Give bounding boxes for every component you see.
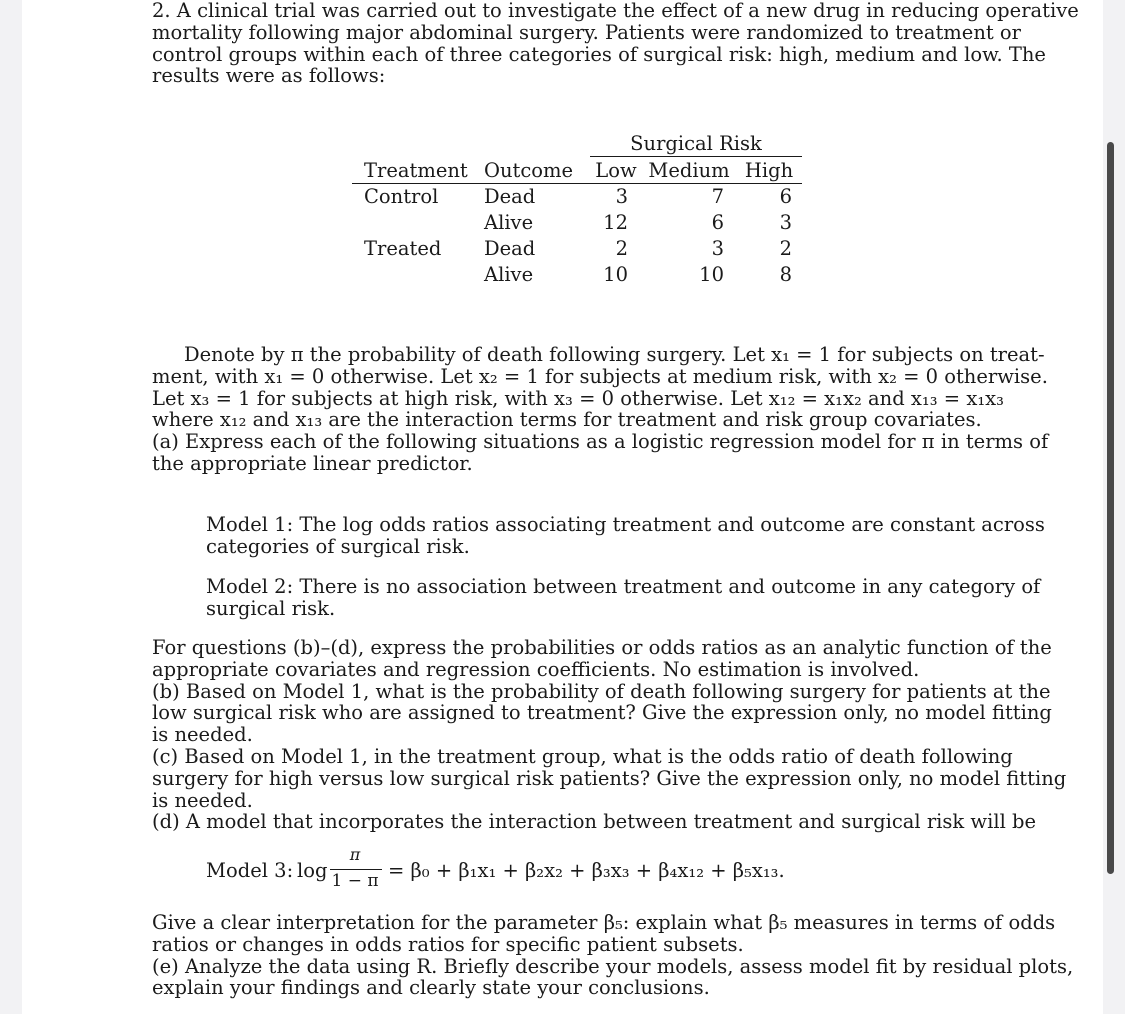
cell-medium: 6 (711, 211, 724, 234)
question-e-line: (e) Analyze the data using R. Briefly describe your models, assess model fit by residual plots, (152, 954, 1074, 978)
definitions-line: (a) Express each of the following situations as a logistic regression model for π in terms of (152, 430, 1049, 454)
cell-outcome: Alive (484, 211, 534, 234)
question-b-line: low surgical risk who are assigned to treatment? Give the expression only, no model fitting (152, 701, 1052, 725)
question-b-line: (b) Based on Model 1, what is the probability of death following surgery for patients at the (152, 679, 1051, 703)
cell-low: 12 (603, 211, 628, 234)
question-e-line: explain your findings and clearly state your conclusions. (152, 976, 710, 1000)
cell-high: 2 (779, 237, 792, 260)
cell-high: 6 (779, 185, 792, 208)
cell-outcome: Dead (484, 185, 536, 208)
model-2-line: surgical risk. (206, 596, 336, 620)
linear-predictor: = β₀ + β₁x₁ + β₂x₂ + β₃x₃ + β₄x₁₂ + β₅x₁₃. (388, 859, 785, 882)
model-2-line: Model 2: There is no association between treatment and outcome in any category of (206, 575, 1041, 598)
question-c-line: surgery for high versus low surgical risk patients? Give the expression only, no model fitting (152, 766, 1067, 790)
log-operator: log (297, 859, 328, 882)
definitions-line: where x₁₂ and x₁₃ are the interaction terms for treatment and risk group covariates. (152, 408, 982, 432)
intro-paragraph (152, 0, 1079, 88)
fraction-numerator: π (349, 845, 361, 864)
fraction-denominator: 1 − π (331, 871, 379, 891)
definitions-line: Denote by π the probability of death following surgery. Let x₁ = 1 for subjects on treat- (184, 343, 1045, 366)
header-outcome: Outcome (484, 159, 574, 182)
definitions-line: the appropriate linear predictor. (152, 451, 473, 475)
header-high: High (744, 159, 794, 182)
closing-paragraph (152, 911, 1074, 1000)
cell-high: 8 (779, 263, 792, 286)
definitions-line: Let x₃ = 1 for subjects at high risk, with x₃ = 0 otherwise. Let x₁₂ = x₁x₂ and x₁₃ = x₁x₃ (152, 386, 1004, 410)
intro-line: results were as follows: (152, 64, 386, 88)
cell-treatment: Treated (364, 237, 442, 260)
question-b-line: is needed. (152, 723, 253, 747)
question-line: For questions (b)–(d), express the probabilities or odds ratios as an analytic function of the (152, 636, 1052, 659)
intro-line: mortality following major abdominal surgery. Patients were randomized to treatment or (152, 20, 1021, 44)
header-treatment: Treatment (364, 159, 468, 182)
model-1-line: Model 1: The log odds ratios associating treatment and outcome are constant across (206, 513, 1045, 536)
model-1-line: categories of surgical risk. (206, 534, 470, 558)
definitions-line: ment, with x₁ = 0 otherwise. Let x₂ = 1 for subjects at medium risk, with x₂ = 0 otherwise. (152, 364, 1048, 388)
header-rule (352, 183, 802, 184)
cell-outcome: Dead (484, 237, 536, 260)
cell-outcome: Alive (484, 263, 534, 286)
cell-low: 3 (615, 185, 628, 208)
cell-low: 10 (603, 263, 628, 286)
cell-high: 3 (779, 211, 792, 234)
cell-medium: 7 (711, 185, 724, 208)
definitions-paragraph (152, 343, 1049, 475)
cell-medium: 3 (711, 237, 724, 260)
question-c-line: (c) Based on Model 1, in the treatment group, what is the odds ratio of death following (152, 744, 1013, 768)
model-1-description (206, 513, 1045, 558)
cell-low: 2 (615, 237, 628, 260)
cell-treatment: Control (364, 185, 439, 208)
questions-paragraph (152, 636, 1067, 834)
interpretation-line: Give a clear interpretation for the parameter β₅: explain what β₅ measures in terms of odds (152, 911, 1056, 934)
spanner-rule (590, 156, 802, 157)
cell-medium: 10 (699, 263, 724, 286)
header-low: Low (595, 159, 637, 182)
model-3-label: Model 3: (206, 859, 294, 882)
question-line: appropriate covariates and regression coefficients. No estimation is involved. (152, 657, 920, 681)
intro-line: 2. A clinical trial was carried out to investigate the effect of a new drug in reducing operative (152, 0, 1079, 22)
question-c-line: is needed. (152, 788, 253, 812)
scrollbar-thumb[interactable] (1107, 142, 1114, 874)
table-spanner-header: Surgical Risk (630, 132, 762, 155)
model-2-description (206, 575, 1041, 620)
header-medium: Medium (648, 159, 730, 182)
interpretation-line: ratios or changes in odds ratios for specific patient subsets. (152, 932, 744, 956)
question-d-line: (d) A model that incorporates the interaction between treatment and surgical risk will be (152, 810, 1037, 834)
intro-line: control groups within each of three categories of surgical risk: high, medium and low. The (152, 42, 1046, 66)
fraction-bar (330, 869, 382, 870)
